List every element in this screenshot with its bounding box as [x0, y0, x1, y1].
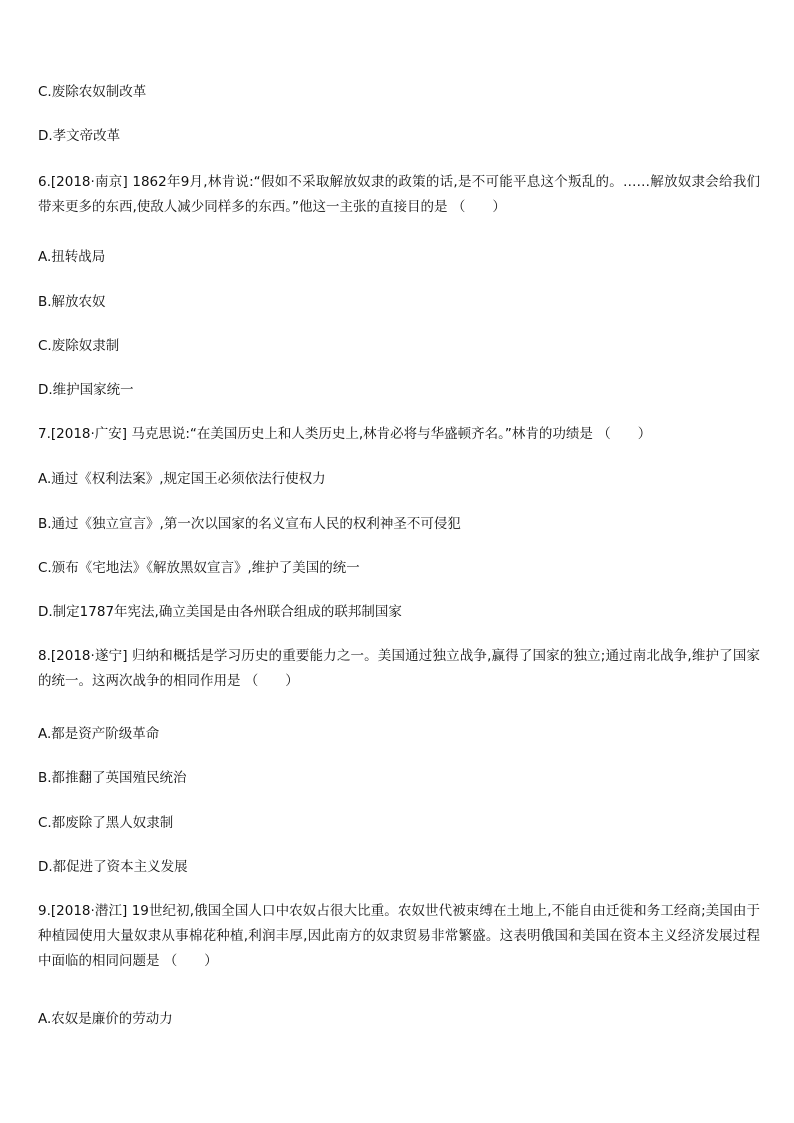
- q8-option-d: D.都促进了资本主义发展: [38, 859, 188, 875]
- q7-option-d: D.制定1787年宪法,确立美国是由各州联合组成的联邦制国家: [38, 604, 402, 620]
- q5-option-c: C.废除农奴制改革: [38, 84, 147, 100]
- q6-stem: 6.[2018·南京] 1862年9月,林肯说:“假如不采取解放奴隶的政策的话,是不可能平息这个叛乱的。……解放奴隶会给我们带来更多的东西,使敌人减少同样多的东西。”他这一主张的直接目的是 （ ）: [38, 174, 760, 215]
- q8-option-c: C.都废除了黑人奴隶制: [38, 815, 174, 831]
- q6-option-a: A.扭转战局: [38, 249, 106, 265]
- q7-option-a: A.通过《权利法案》,规定国王必须依法行使权力: [38, 471, 326, 487]
- q6-option-d: D.维护国家统一: [38, 382, 134, 398]
- q7-option-c: C.颁布《宅地法》《解放黑奴宣言》,维护了美国的统一: [38, 560, 360, 576]
- q7-option-b: B.通过《独立宣言》,第一次以国家的名义宣布人民的权利神圣不可侵犯: [38, 516, 461, 532]
- q6-option-c: C.废除奴隶制: [38, 338, 120, 354]
- q9-stem: 9.[2018·潜江] 19世纪初,俄国全国人口中农奴占很大比重。农奴世代被束缚在土地上,不能自由迁徙和务工经商;美国由于种植园使用大量奴隶从事棉花种植,利润丰厚,因此南方的奴隶贸易非常繁盛。这表明俄国和美国在资本主义经济发展过程中面临的相同问题是 （ ）: [38, 903, 760, 969]
- q8-option-b: B.都推翻了英国殖民统治: [38, 770, 187, 786]
- q5-option-d: D.孝文帝改革: [38, 128, 121, 144]
- q7-stem: 7.[2018·广安] 马克思说:“在美国历史上和人类历史上,林肯必将与华盛顿齐名。”林肯的功绩是 （ ）: [38, 426, 652, 442]
- q9-option-a: A.农奴是廉价的劳动力: [38, 1011, 173, 1027]
- q6-option-b: B.解放农奴: [38, 294, 106, 310]
- q8-stem: 8.[2018·遂宁] 归纳和概括是学习历史的重要能力之一。美国通过独立战争,赢得了国家的独立;通过南北战争,维护了国家的统一。这两次战争的相同作用是 （ ）: [38, 648, 760, 689]
- q8-option-a: A.都是资产阶级革命: [38, 726, 160, 742]
